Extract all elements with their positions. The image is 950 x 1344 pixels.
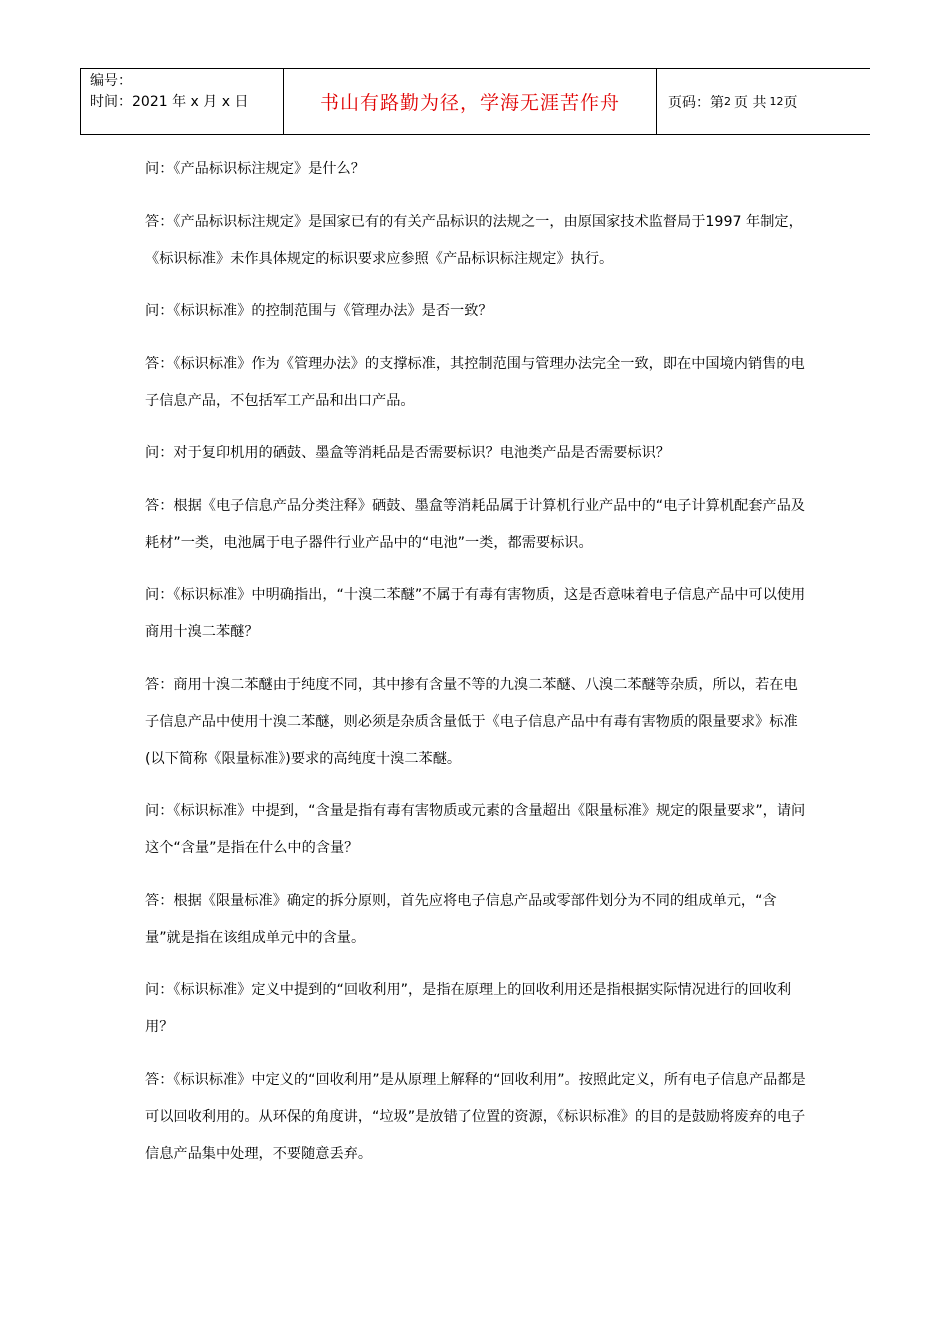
page-indicator (657, 69, 870, 134)
question-6: 问：《标识标准》定义中提到的“回收利用”，是指在原理上的回收利用还是指根据实际情况进行的回收利用？ (145, 982, 792, 1035)
answer-4: 答：商用十溴二苯醚由于纯度不同，其中掺有含量不等的九溴二苯醚、八溴二苯醚等杂质，所以，若在电子信息产品中使用十溴二苯醚，则必须是杂质含量低于《电子信息产品中有毒有害物质的限量要求》标准(以下简称《限量标准》)要求的高纯度十溴二苯醚。 (145, 676, 798, 767)
document-body (145, 151, 810, 1188)
header-meta (81, 69, 284, 134)
page-mid: 页 共 (734, 94, 767, 111)
answer-6: 答：《标识标准》中定义的“回收利用”是从原理上解释的“回收利用”。按照此定义，所有电子信息产品都是可以回收利用的。从环保的角度讲，“垃圾”是放错了位置的资源，《标识标准》的目的是鼓励将废弃的电子信息产品集中处理，不要随意丢弃。 (145, 1071, 806, 1162)
page-prefix: 页码：第 (668, 94, 724, 111)
question-1: 问：《产品标识标注规定》是什么？ (145, 161, 365, 177)
question-5: 问：《标识标准》中提到，“含量是指有毒有害物质或元素的含量超出《限量标准》规定的限量要求”，请问这个“含量”是指在什么中的含量？ (145, 803, 806, 856)
question-2: 问：《标识标准》的控制范围与《管理办法》是否一致？ (145, 303, 493, 319)
answer-2: 答：《标识标准》作为《管理办法》的支撑标准，其控制范围与管理办法完全一致，即在中国境内销售的电子信息产品，不包括军工产品和出口产品。 (145, 355, 805, 409)
serial-number-label: 编号： (90, 73, 132, 89)
page-total: 12 (769, 95, 784, 108)
document-header (80, 68, 870, 135)
page-suffix: 页 (783, 94, 798, 111)
motto: 书山有路勤为径，学海无涯苦作舟 (284, 69, 657, 134)
answer-1: 答：《产品标识标注规定》是国家已有的有关产品标识的法规之一，由原国家技术监督局于1997 年制定，《标识标准》未作具体规定的标识要求应参照《产品标识标注规定》执行。 (145, 213, 803, 267)
answer-3: 答：根据《电子信息产品分类注释》硒鼓、墨盒等消耗品属于计算机行业产品中的“电子计算机配套产品及耗材”一类，电池属于电子器件行业产品中的“电池”一类，都需要标识。 (145, 497, 805, 551)
question-3: 问：对于复印机用的硒鼓、墨盒等消耗品是否需要标识？电池类产品是否需要标识？ (145, 445, 670, 461)
question-4: 问：《标识标准》中明确指出，“十溴二苯醚”不属于有毒有害物质，这是否意味着电子信息产品中可以使用商用十溴二苯醚？ (145, 587, 806, 640)
answer-5: 答：根据《限量标准》确定的拆分原则，首先应将电子信息产品或零部件划分为不同的组成单元，“含量”就是指在该组成单元中的含量。 (145, 892, 777, 946)
date-label: 时间：2021 年 x 月 x 日 (90, 94, 249, 110)
page-current: 2 (724, 95, 731, 108)
